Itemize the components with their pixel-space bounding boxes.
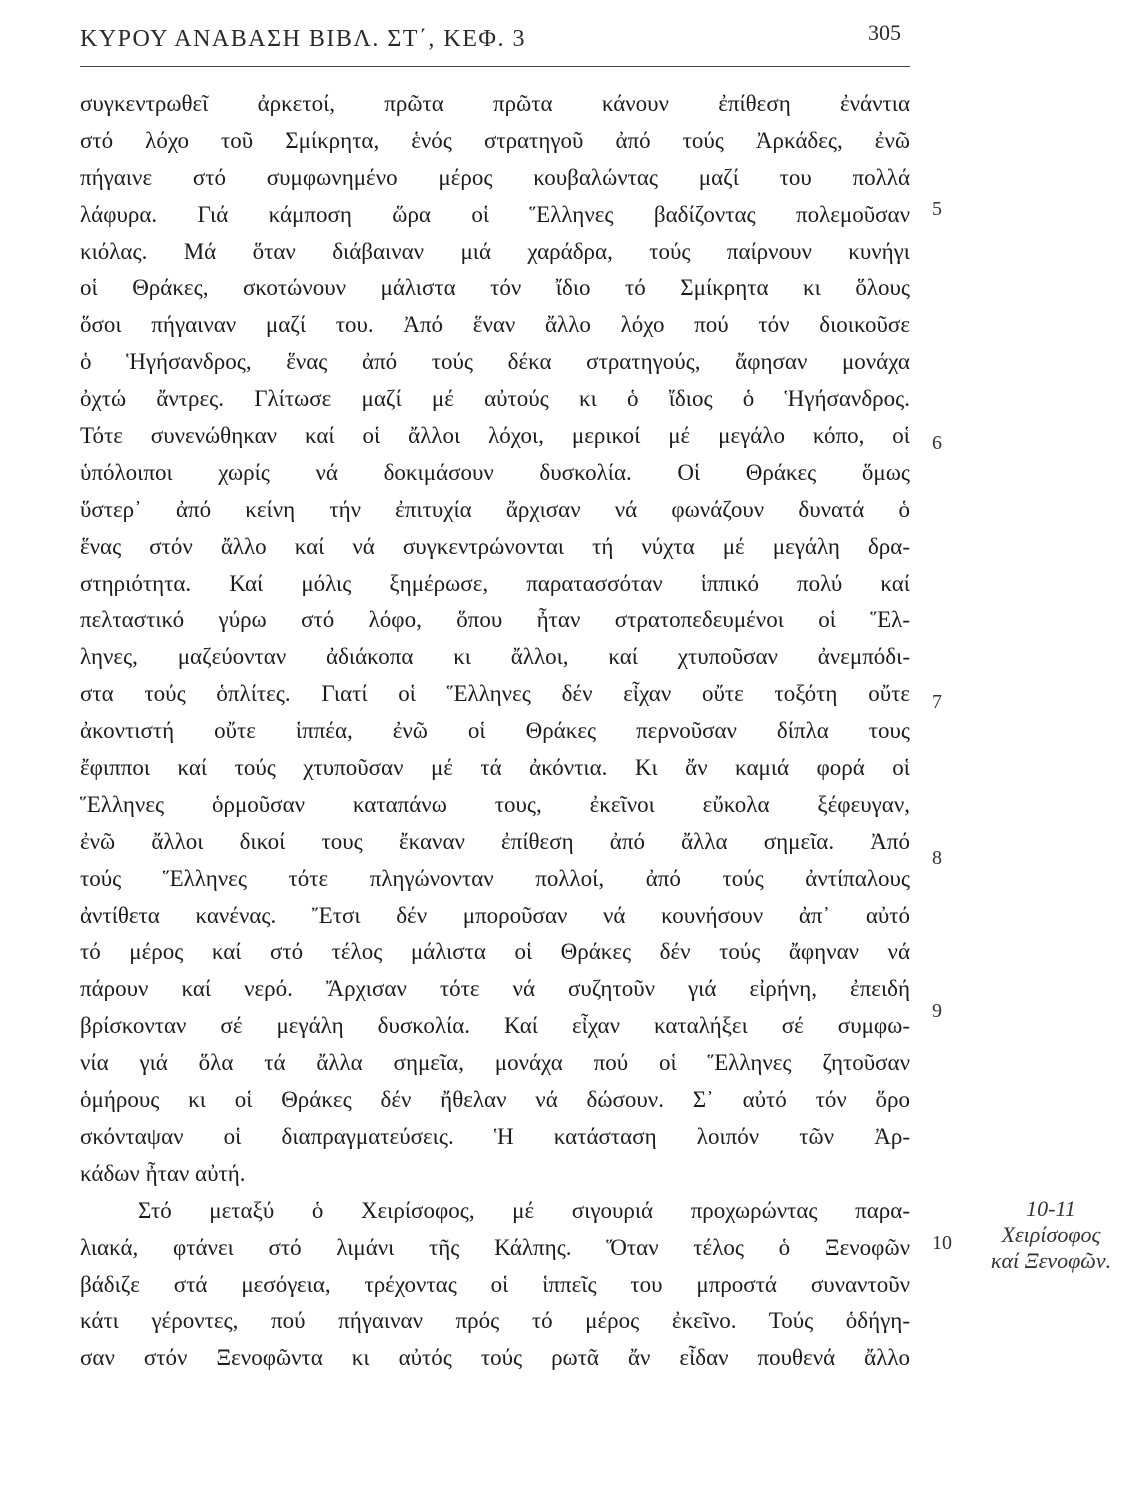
text-line: Ἕλληνες ὁρμοῦσαν καταπάνω τους, ἐκεῖνοι εὔκολα ξέφευγαν, <box>80 791 910 817</box>
text-line: ληνες, μαζεύονταν ἀδιάκοπα κι ἄλλοι, καί χτυποῦσαν ἀνεμπόδι- <box>80 644 910 670</box>
text-line: ὅσοι πήγαιναν μαζί του. Ἀπό ἕναν ἄλλο λόχο πού τόν διοικοῦσε <box>80 312 910 338</box>
text-line: στα τούς ὁπλίτες. Γιατί οἱ Ἕλληνες δέν εἶχαν οὔτε τοξότη οὔτε <box>80 681 910 707</box>
text-line: ἀντίθετα κανένας. Ἔτσι δέν μποροῦσαν νά κουνήσουν ἀπ᾽ αὐτό <box>80 902 910 928</box>
section-number: 7 <box>932 691 942 713</box>
text-line: ὀχτώ ἄντρες. Γλίτωσε μαζί μέ αὐτούς κι ὁ ἴδιος ὁ Ἡγήσανδρος. <box>80 386 910 412</box>
text-line: ἐνῶ ἄλλοι δικοί τους ἔκαναν ἐπίθεση ἀπό ἄλλα σημεῖα. Ἀπό <box>80 828 910 854</box>
text-line: ὑπόλοιποι χωρίς νά δοκιμάσουν δυσκολία. Οἱ Θράκες ὅμως <box>80 459 910 485</box>
text-line: σκόνταψαν οἱ διαπραγματεύσεις. Ἡ κατάσταση λοιπόν τῶν Ἀρ- <box>80 1123 910 1149</box>
margin-note <box>972 1196 1130 1274</box>
margin-note-range: 10-11 <box>1026 1196 1076 1221</box>
text-line: σαν στόν Ξενοφῶντα κι αὐτός τούς ρωτᾶ ἄν εἶδαν πουθενά ἄλλο <box>80 1345 910 1371</box>
text-line: βάδιζε στά μεσόγεια, τρέχοντας οἱ ἱππεῖς του μπροστά συναντοῦν <box>80 1271 910 1297</box>
text-line: συγκεντρωθεῖ ἀρκετοί, πρῶτα πρῶτα κάνουν ἐπίθεση ἐνάντια <box>80 91 910 116</box>
text-line: ὁ Ἡγήσανδρος, ἕνας ἀπό τούς δέκα στρατηγούς, ἄφησαν μονάχα <box>80 349 910 375</box>
page-number: 305 <box>868 20 901 45</box>
text-line: οἱ Θράκες, σκοτώνουν μάλιστα τόν ἴδιο τό Σμίκρητα κι ὅλους <box>80 275 910 301</box>
text-line: κάτι γέροντες, πού πήγαιναν πρός τό μέρος ἐκεῖνο. Τούς ὁδήγη- <box>80 1308 910 1334</box>
text-line: πάρουν καί νερό. Ἄρχισαν τότε νά συζητοῦν γιά εἰρήνη, ἐπειδή <box>80 976 910 1002</box>
text-line: ὁμήρους κι οἱ Θράκες δέν ἤθελαν νά δώσουν. Σ᾽ αὐτό τόν ὅρο <box>80 1087 910 1113</box>
text-line: στηριότητα. Καί μόλις ξημέρωσε, παρατασσόταν ἱππικό πολύ καί <box>80 570 910 596</box>
running-header-title: ΚΥΡΟΥ ΑΝΑΒΑΣΗ ΒΙΒΛ. ΣΤ΄, ΚΕΦ. 3 <box>80 26 526 52</box>
header-divider <box>80 66 910 67</box>
section-number: 10 <box>932 1232 952 1254</box>
text-line: ἕνας στόν ἄλλο καί νά συγκεντρώνονται τή νύχτα μέ μεγάλη δρα- <box>80 533 910 559</box>
text-line: νία γιά ὅλα τά ἄλλα σημεῖα, μονάχα πού οἱ Ἕλληνες ζητοῦσαν <box>80 1050 910 1076</box>
section-number: 6 <box>932 432 942 454</box>
margin-note-line: Χειρίσοφος <box>1001 1222 1101 1247</box>
text-line: λιακά, φτάνει στό λιμάνι τῆς Κάλπης. Ὅταν τέλος ὁ Ξενοφῶν <box>80 1234 910 1260</box>
text-line: πελταστικό γύρω στό λόφο, ὅπου ἦταν στρατοπεδευμένοι οἱ Ἕλ- <box>80 607 910 633</box>
margin-note-line: καί Ξενοφῶν. <box>990 1248 1112 1273</box>
section-number: 8 <box>932 847 942 869</box>
text-line: κιόλας. Μά ὅταν διάβαιναν μιά χαράδρα, τούς παίρνουν κυνήγι <box>80 238 910 264</box>
text-line: πήγαινε στό συμφωνημένο μέρος κουβαλώντας μαζί του πολλά <box>80 164 910 190</box>
text-line: Τότε συνενώθηκαν καί οἱ ἄλλοι λόχοι, μερικοί μέ μεγάλο κόπο, οἱ <box>80 423 910 449</box>
text-line: λάφυρα. Γιά κάμποση ὥρα οἱ Ἕλληνες βαδίζοντας πολεμοῦσαν <box>80 201 910 227</box>
text-line: βρίσκονταν σέ μεγάλη δυσκολία. Καί εἶχαν καταλήξει σέ συμφω- <box>80 1013 910 1039</box>
text-line: ὕστερ᾽ ἀπό κείνη τήν ἐπιτυχία ἄρχισαν νά φωνάζουν δυνατά ὁ <box>80 496 910 522</box>
text-line: ἔφιπποι καί τούς χτυποῦσαν μέ τά ἀκόντια. Κι ἄν καμιά φορά οἱ <box>80 755 910 781</box>
text-line: τό μέρος καί στό τέλος μάλιστα οἱ Θράκες δέν τούς ἄφηναν νά <box>80 939 910 965</box>
text-line: κάδων ἦταν αὐτή. <box>80 1160 246 1186</box>
body-text <box>80 86 910 1377</box>
text-line: ἀκοντιστή οὔτε ἱππέα, ἐνῶ οἱ Θράκες περνοῦσαν δίπλα τους <box>80 718 910 744</box>
section-number: 5 <box>932 198 942 220</box>
text-line: Στό μεταξύ ὁ Χειρίσοφος, μέ σιγουριά προχωρώντας παρα- <box>138 1197 910 1223</box>
section-number: 9 <box>932 1000 942 1022</box>
text-line: στό λόχο τοῦ Σμίκρητα, ἑνός στρατηγοῦ ἀπό τούς Ἀρκάδες, ἐνῶ <box>80 127 910 153</box>
text-line: τούς Ἕλληνες τότε πληγώνονταν πολλοί, ἀπό τούς ἀντίπαλους <box>80 865 910 891</box>
